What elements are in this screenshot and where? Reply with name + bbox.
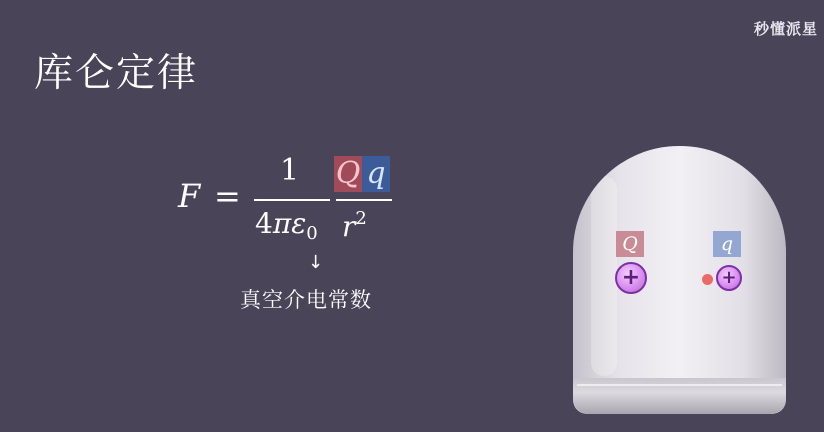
watermark: 秒懂派星 — [753, 20, 818, 38]
distance-symbol: r — [342, 210, 356, 243]
charge-q-box: q — [362, 156, 390, 192]
glass-jar — [573, 146, 786, 414]
denominator-constant — [255, 207, 318, 244]
fraction-bar-charges — [336, 199, 392, 201]
positive-charge-Q-icon: + — [615, 262, 647, 294]
numerator-one: 1 — [280, 153, 300, 188]
fraction-bar-constant — [254, 199, 330, 201]
denominator-distance — [342, 210, 367, 241]
down-arrow-icon: ↓ — [308, 252, 324, 273]
epsilon-symbol: ε — [291, 207, 307, 240]
positive-charge-q-icon: + — [716, 265, 742, 291]
glass-jar-rim — [577, 384, 782, 386]
pi-symbol: π — [272, 207, 292, 240]
four-digit: 4 — [255, 207, 273, 240]
coulomb-formula — [178, 150, 408, 250]
charge-Q-box: Q — [335, 156, 361, 191]
force-symbol: F — [178, 177, 201, 215]
jar-label-q: q — [713, 231, 741, 257]
equals-sign: = — [214, 177, 241, 215]
epsilon-subscript: 0 — [306, 223, 318, 244]
page-title: 库仑定律 — [34, 51, 199, 96]
jar-label-Q: Q — [616, 231, 644, 257]
vacuum-permittivity-label: 真空介电常数 — [240, 288, 372, 312]
red-dot — [702, 274, 713, 285]
distance-exponent: 2 — [355, 208, 367, 229]
